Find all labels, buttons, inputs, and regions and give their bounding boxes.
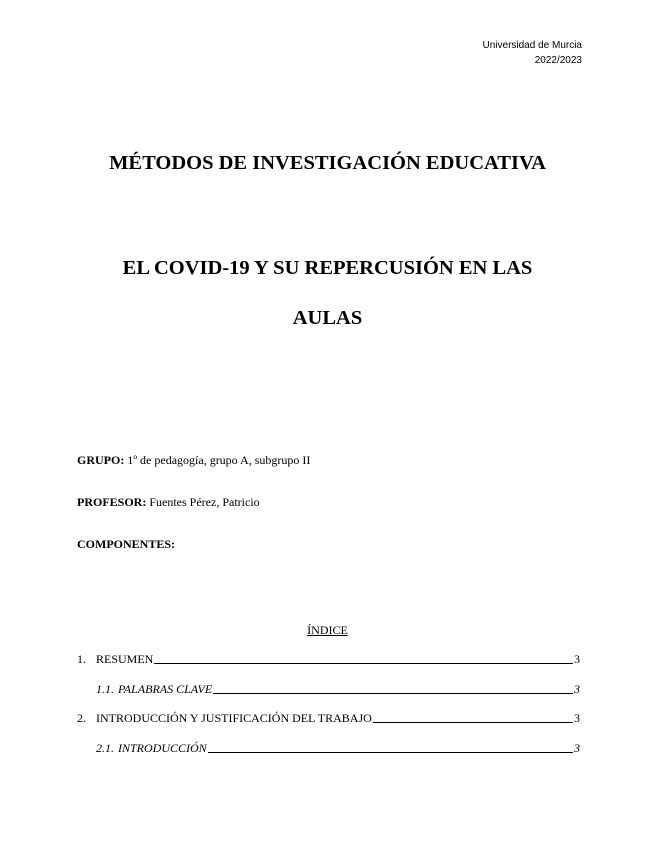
toc-entry[interactable] [77, 651, 580, 667]
page-header [483, 38, 583, 68]
components-field [77, 537, 175, 552]
index-title: ÍNDICE [307, 623, 348, 637]
university-name: Universidad de Murcia [482, 40, 582, 51]
toc-entry-label: PALABRAS CLAVE [118, 682, 213, 696]
professor-field [77, 495, 260, 510]
toc-leader-line [208, 752, 573, 753]
group-field [77, 453, 310, 468]
group-value: 1º de pedagogía, grupo A, subgrupo II [124, 453, 311, 467]
toc-entry-page: 3 [574, 741, 580, 755]
components-label: COMPONENTES: [77, 537, 176, 551]
toc-entry[interactable] [77, 710, 580, 726]
academic-year: 2022/2023 [534, 55, 582, 66]
professor-label: PROFESOR: [77, 495, 147, 509]
toc-entry-number: 1.1. [96, 682, 114, 696]
toc-entry[interactable] [96, 681, 580, 697]
toc-entry-page: 3 [574, 682, 580, 696]
toc-entry-label: RESUMEN [96, 652, 154, 666]
work-title-line-1: EL COVID-19 Y SU REPERCUSIÓN EN LAS [122, 257, 533, 279]
toc-entry-label: INTRODUCCIÓN [118, 741, 207, 755]
toc-entry-page: 3 [574, 652, 580, 666]
toc-entry[interactable] [96, 740, 580, 756]
toc-entry-number: 2. [77, 711, 86, 725]
toc-entry-number: 1. [77, 652, 86, 666]
course-title: MÉTODOS DE INVESTIGACIÓN EDUCATIVA [109, 152, 546, 174]
toc-leader-line [373, 722, 573, 723]
work-title-line-2: AULAS [292, 307, 363, 329]
group-label: GRUPO: [77, 453, 125, 467]
toc-entry-label: INTRODUCCIÓN Y JUSTIFICACIÓN DEL TRABAJO [96, 711, 372, 725]
toc-leader-line [213, 693, 573, 694]
professor-value: Fuentes Pérez, Patricio [146, 495, 260, 509]
toc-leader-line [154, 663, 573, 664]
toc-entry-page: 3 [574, 711, 580, 725]
toc-entry-number: 2.1. [96, 741, 114, 755]
